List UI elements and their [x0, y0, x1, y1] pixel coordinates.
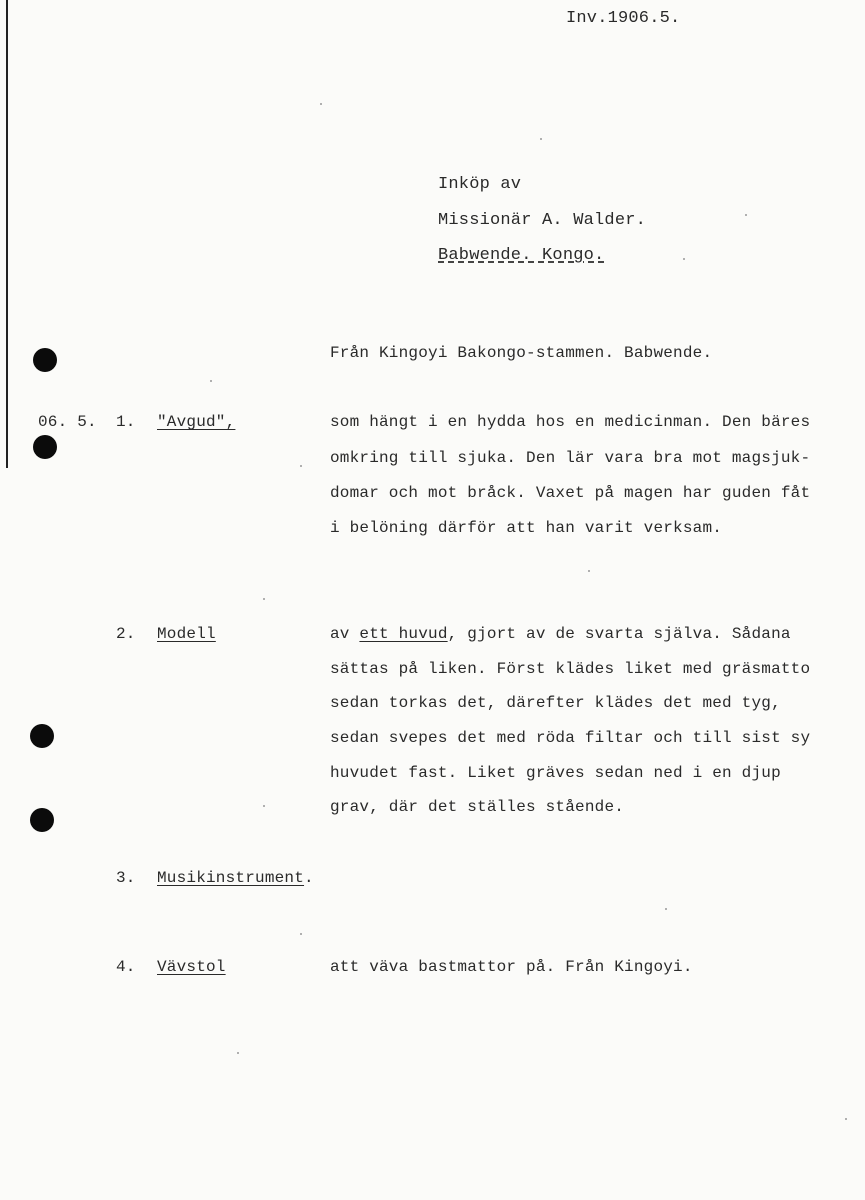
entry-text-line: av ett huvud, gjort av de svarta själva. Sådana: [330, 625, 791, 643]
header-missionary-line: Missionär A. Walder.: [438, 211, 647, 230]
entry-title: Musikinstrument.: [157, 869, 314, 887]
punch-hole: [30, 808, 54, 832]
entry-number: 4.: [116, 958, 136, 976]
entry-number: 1.: [116, 413, 136, 431]
entry-text-line: i belöning därför att han varit verksam.: [330, 519, 723, 537]
underlined-phrase: ett huvud: [359, 625, 448, 643]
header-purchase-line: Inköp av: [438, 175, 522, 194]
entry-text-line: att väva bastmattor på. Från Kingoyi.: [330, 958, 693, 976]
entry-text-line: omkring till sjuka. Den lär vara bra mot magsjuk-: [330, 449, 811, 467]
entry-number: 3.: [116, 869, 136, 887]
header-location-line: Babwende. Kongo.: [438, 246, 605, 265]
punch-hole: [30, 724, 54, 748]
entry-text-line: grav, där det ställes stående.: [330, 798, 625, 816]
entry-text-line: som hängt i en hydda hos en medicinman. Den bäres: [330, 413, 811, 431]
entry-text-line: sedan torkas det, därefter klädes det med tyg,: [330, 694, 781, 712]
inventory-number: Inv.1906.5.: [566, 9, 681, 28]
punch-hole: [33, 348, 57, 372]
punch-hole: [33, 435, 57, 459]
entry-title: Vävstol: [157, 958, 226, 976]
entry-text-line: sättas på liken. Först klädes liket med gräsmatto: [330, 660, 811, 678]
margin-rule: [6, 0, 8, 468]
entry-text-line: domar och mot bråck. Vaxet på magen har guden fåt: [330, 484, 811, 502]
entry-title: Modell: [157, 625, 216, 643]
entry-text-line: sedan svepes det med röda filtar och till sist sy: [330, 729, 811, 747]
entry-date: 06. 5.: [38, 413, 97, 431]
entry-title: "Avgud",: [157, 413, 236, 431]
entry-number: 2.: [116, 625, 136, 643]
intro-line: Från Kingoyi Bakongo-stammen. Babwende.: [330, 344, 713, 362]
entry-text-line: huvudet fast. Liket gräves sedan ned i en djup: [330, 764, 781, 782]
